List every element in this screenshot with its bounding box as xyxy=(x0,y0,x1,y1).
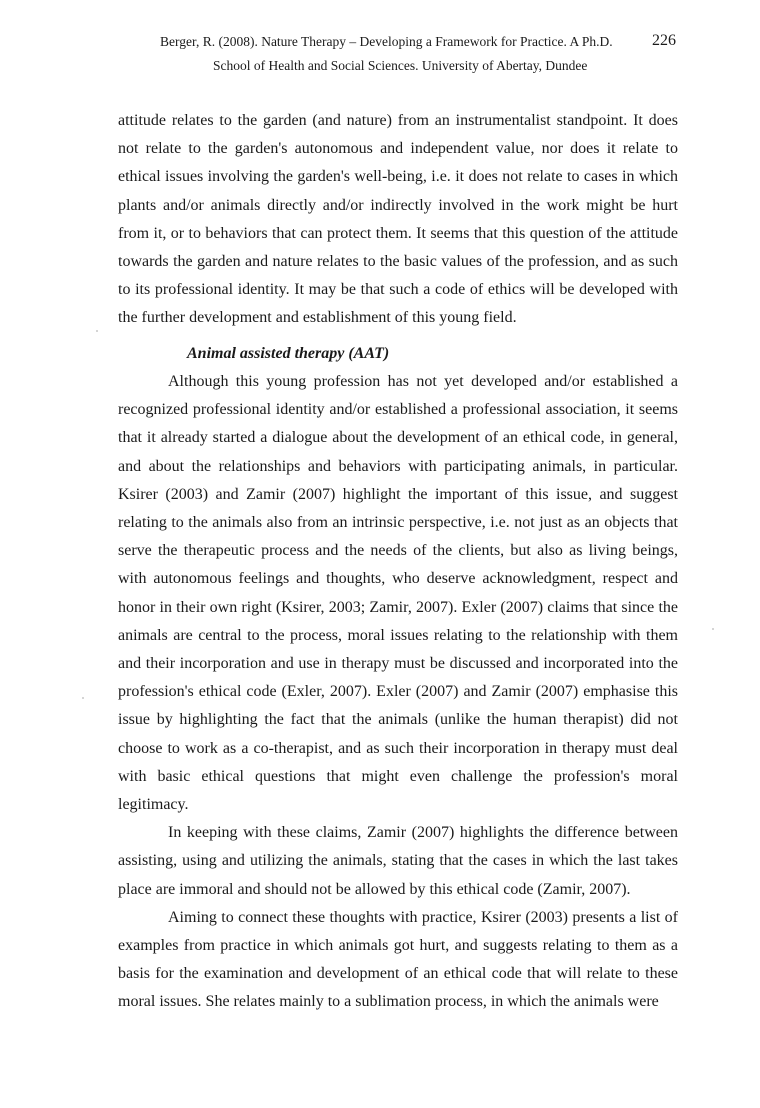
paragraph: In keeping with these claims, Zamir (2007) highlights the difference between assisting, using and utilizing the animals, stating that the cases in which the last takes place are immoral and should not be allowed by this ethical code (Zamir, 2007). xyxy=(118,824,678,898)
scan-speck xyxy=(82,697,84,699)
paragraph-continuation: attitude relates to the garden (and nature) from an instrumentalist standpoint. It does not relate to the garden's autonomous and independent value, nor does it relate to ethical issues involving the garden's well-being, i.e. it does not relate to cases in which plants and/or animals directly and/or indirectly involved in the work might be hurt from it, or to behaviors that can protect them. It seems that this question of the attitude towards the garden and nature relates to the basic values of the profession, and as such to its professional identity. It may be that such a code of ethics will be developed with the further development and establishment of this young field. xyxy=(118,112,678,327)
section-heading: Animal assisted therapy (AAT) xyxy=(187,345,390,362)
header-citation: Berger, R. (2008). Nature Therapy – Developing a Framework for Practice. A Ph.D. xyxy=(160,34,613,49)
body-block-top xyxy=(118,107,678,333)
header-institution: School of Health and Social Sciences. University of Abertay, Dundee xyxy=(213,58,588,73)
body-block-section xyxy=(118,340,678,1017)
page-number: 226 xyxy=(652,32,676,49)
scan-speck xyxy=(712,628,714,630)
paragraph: Aiming to connect these thoughts with practice, Ksirer (2003) presents a list of examples from practice in which animals got hurt, and suggests relating to them as a basis for the examination and development of an ethical code that will relate to these moral issues. She relates mainly to a sublimation process, in which the animals were xyxy=(118,908,678,1011)
scan-speck xyxy=(96,330,98,332)
paragraph: Although this young profession has not yet developed and/or established a recognized professional identity and/or established a professional association, it seems that it already started a dialogue about the development of an ethical code, in general, and about the relationships and behaviors with participating animals, in particular. Ksirer (2003) and Zamir (2007) highlight the important of this issue, and suggest relating to the animals also from an intrinsic perspective, i.e. not just as an objects that serve the therapeutic process and the needs of the clients, but also as living beings, with autonomous feelings and thoughts, who deserve acknowledgment, respect and honor in their own right (Ksirer, 2003; Zamir, 2007). Exler (2007) claims that since the animals are central to the process, moral issues relating to the relationship with them and their incorporation and use in therapy must be discussed and incorporated into the profession's ethical code (Exler, 2007). Exler (2007) and Zamir (2007) emphasise this issue by highlighting the fact that the animals (unlike the human therapist) did not choose to work as a co-therapist, and as such their incorporation in therapy must deal with basic ethical questions that might even challenge the profession's moral legitimacy. xyxy=(118,373,678,814)
